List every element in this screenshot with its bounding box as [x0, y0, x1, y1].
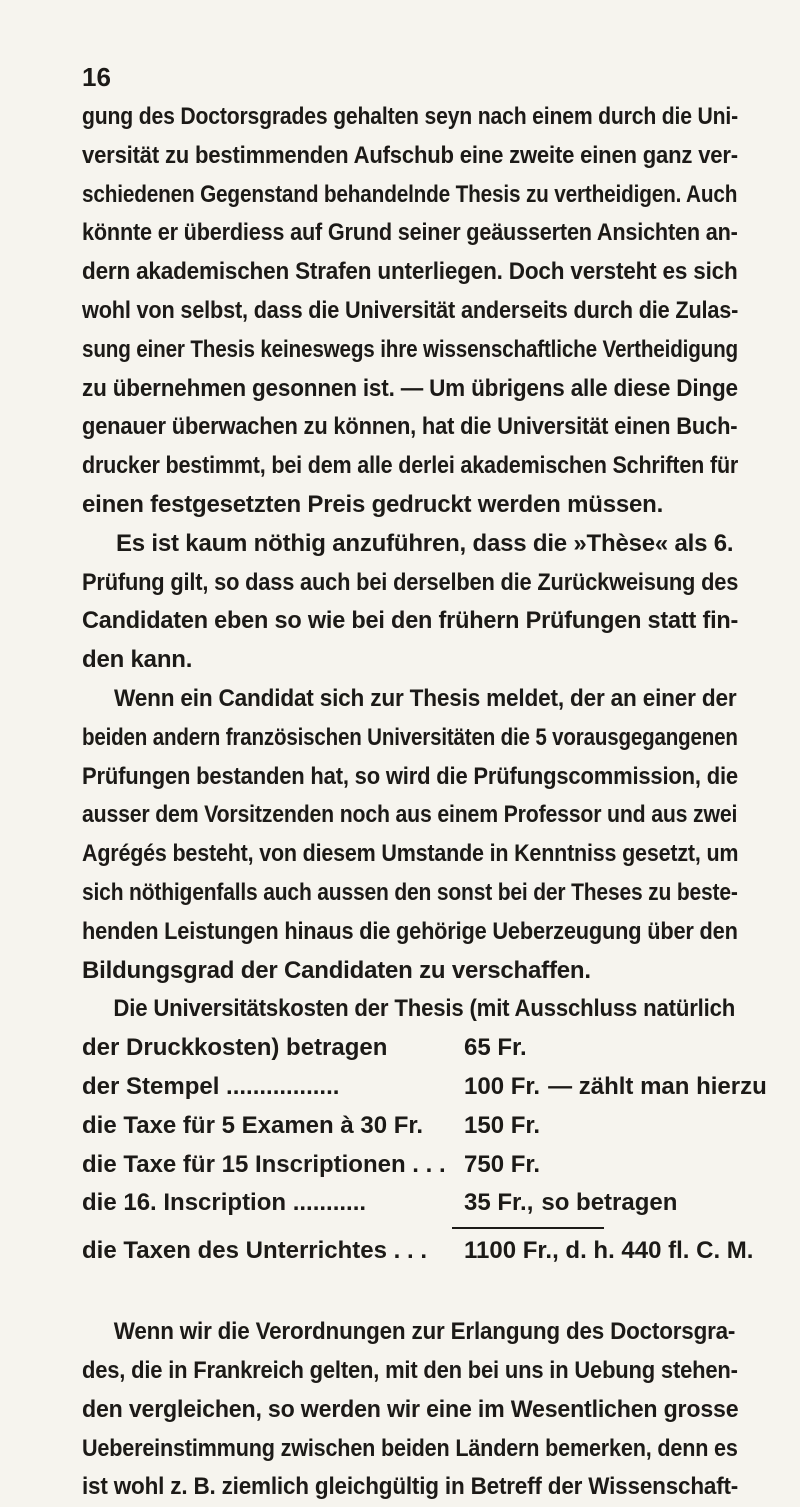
- cost-table: [82, 1029, 767, 1223]
- cost-row: [82, 1184, 738, 1223]
- text-line: sich nöthigenfalls auch aussen den sonst bei der Theses zu beste-: [82, 878, 738, 906]
- text-line: Candidaten eben so wie bei den frühern Prüfungen statt fin-: [82, 607, 739, 635]
- total-rule: [452, 1227, 604, 1229]
- cost-amount-value: 100 Fr.: [464, 1072, 541, 1100]
- cost-label: der Druckkosten) betragen: [82, 1034, 388, 1062]
- cost-total-label: die Taxen des Unterrichtes . . .: [82, 1237, 427, 1265]
- text-line: gung des Doctorsgrades gehalten seyn nach einem durch die Uni-: [82, 103, 739, 130]
- text-line: Wenn wir die Verordnungen zur Erlangung des Doctorsgra-: [113, 1318, 736, 1346]
- text-line: schiedenen Gegenstand behandelnde Thesis zu vertheidigen. Auch: [82, 180, 738, 208]
- paragraph-5: [82, 1313, 738, 1507]
- text-line: Wenn ein Candidat sich zur Thesis meldet, der an einer der: [113, 684, 737, 712]
- cost-total-row: [82, 1231, 754, 1271]
- text-line: den vergleichen, so werden wir eine im Wesentlichen grosse: [82, 1395, 739, 1423]
- cost-row: [82, 1029, 738, 1068]
- paragraph-3: [82, 680, 738, 990]
- text-line: Prüfungen bestanden hat, so wird die Prüfungscommission, die: [82, 762, 738, 790]
- body-text: [82, 98, 767, 1507]
- cost-label: die 16. Inscription ...........: [82, 1189, 367, 1217]
- cost-suffix: — zählt man hierzu: [548, 1072, 767, 1100]
- cost-label: die Taxe für 5 Examen à 30 Fr.: [82, 1111, 424, 1139]
- cost-row: [82, 1107, 738, 1146]
- text-line: beiden andern französischen Universitäten die 5 vorausgegangenen: [82, 723, 738, 751]
- text-line: zu übernehmen gesonnen ist. — Um übrigens alle diese Dinge: [82, 374, 738, 402]
- cost-label: der Stempel .................: [82, 1072, 340, 1100]
- text-line: ausser dem Vorsitzenden noch aus einem Professor und aus zwei: [82, 801, 738, 829]
- paragraph-2: [82, 525, 738, 680]
- cost-label: die Taxe für 15 Inscriptionen . . .: [82, 1150, 446, 1178]
- text-line: des, die in Frankreich gelten, mit den bei uns in Uebung stehen-: [82, 1356, 738, 1384]
- cost-amount-value: 35 Fr.,: [464, 1189, 534, 1217]
- paragraph-1: [82, 98, 738, 525]
- text-line: Bildungsgrad der Candidaten zu verschaffen.: [82, 956, 591, 984]
- cost-amount: [464, 1107, 548, 1146]
- text-line: Uebereinstimmung zwischen beiden Ländern bemerken, denn es: [82, 1434, 738, 1462]
- text-line: drucker bestimmt, bei dem alle derlei akademischen Schriften für: [82, 452, 739, 480]
- page-number: 16: [82, 62, 111, 92]
- cost-amount: [464, 1184, 677, 1223]
- text-line: ist wohl z. B. ziemlich gleichgültig in Betreff der Wissenschaft-: [82, 1473, 739, 1501]
- cost-total-amount: 1100 Fr., d. h. 440 fl. C. M.: [464, 1237, 754, 1265]
- cost-amount-value: 65 Fr.: [464, 1034, 527, 1062]
- paragraph-4-intro: Die Universitätskosten der Thesis (mit Ausschluss natürlich: [113, 995, 736, 1023]
- text-line: versität zu bestimmenden Aufschub eine zweite einen ganz ver-: [82, 141, 738, 169]
- cost-row: [82, 1146, 738, 1185]
- cost-suffix: so betragen: [541, 1189, 678, 1217]
- text-line: dern akademischen Strafen unterliegen. Doch versteht es sich: [82, 258, 738, 286]
- text-line: genauer überwachen zu können, hat die Universität einen Buch-: [82, 413, 738, 441]
- text-line: Prüfung gilt, so dass auch bei derselben die Zurückweisung des: [82, 568, 739, 596]
- cost-amount: [464, 1146, 548, 1185]
- cost-amount-value: 150 Fr.: [464, 1111, 541, 1139]
- text-line: könnte er überdiess auf Grund seiner geäusserten Ansichten an-: [82, 219, 738, 247]
- text-line: Agrégés besteht, von diesem Umstande in Kenntniss gesetzt, um: [82, 840, 739, 868]
- text-line: einen festgesetzten Preis gedruckt werden müssen.: [82, 490, 664, 518]
- cost-amount-value: 750 Fr.: [464, 1150, 541, 1178]
- text-line: den kann.: [82, 646, 193, 674]
- text-line: Es ist kaum nöthig anzuführen, dass die »Thèse« als 6.: [116, 529, 734, 557]
- cost-row: [82, 1068, 767, 1107]
- text-line: henden Leistungen hinaus die gehörige Ueberzeugung über den: [82, 917, 738, 945]
- cost-amount: [464, 1029, 535, 1068]
- text-line: sung einer Thesis keineswegs ihre wissenschaftliche Vertheidigung: [82, 335, 739, 363]
- section-gap: [82, 1271, 738, 1313]
- cost-amount: [464, 1068, 767, 1107]
- text-line: wohl von selbst, dass die Universität anderseits durch die Zulas-: [82, 296, 739, 324]
